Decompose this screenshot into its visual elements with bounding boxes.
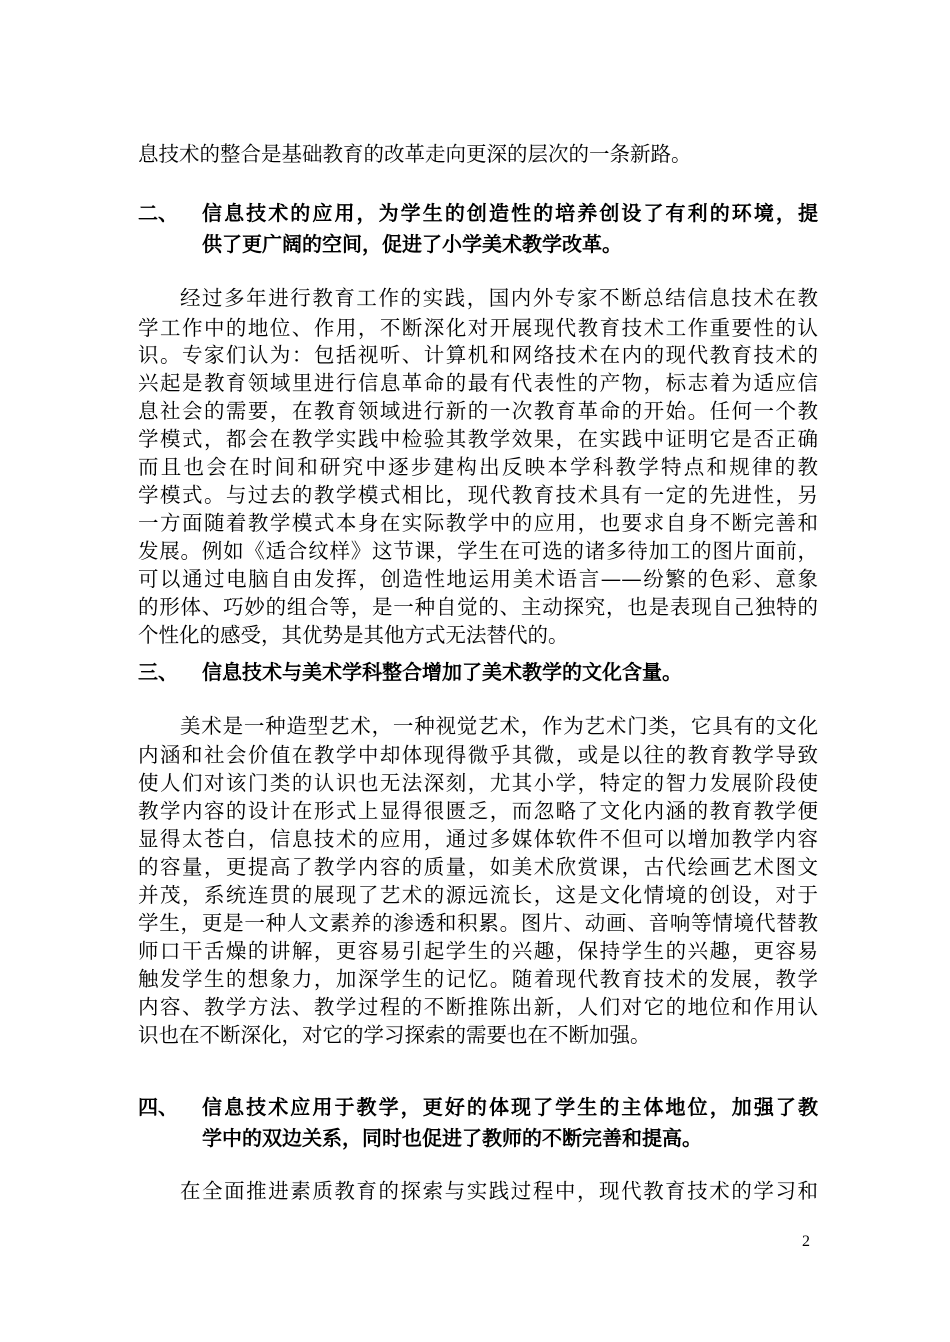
intro-line: 息技术的整合是基础教育的改革走向更深的层次的一条新路。 [138,142,692,166]
section-number: 二、 [138,201,178,225]
paragraph-line: 显得太苍白，信息技术的应用，通过多媒体软件不但可以增加教学内容 [138,827,818,851]
paragraph-line: 而且也会在时间和研究中逐步建构出反映本学科教学特点和规律的教 [138,455,818,479]
paragraph-line: 内涵和社会价值在教学中却体现得微乎其微，或是以往的教育教学导致 [138,743,818,767]
section-title-line: 信息技术的应用，为学生的创造性的培养创设了有利的环境，提 [202,201,818,225]
paragraph-line: 美术是一种造型艺术，一种视觉艺术，作为艺术门类，它具有的文化 [180,714,818,738]
paragraph-line: 识。专家们认为：包括视听、计算机和网络技术在内的现代教育技术的 [138,343,818,367]
section-title-line: 供了更广阔的空间，促进了小学美术教学改革。 [202,232,622,256]
section-title-line: 学中的双边关系，同时也促进了教师的不断完善和提高。 [202,1126,702,1150]
paragraph-line: 的容量，更提高了教学内容的质量，如美术欣赏课，古代绘画艺术图文 [138,855,818,879]
paragraph-line: 个性化的感受，其优势是其他方式无法替代的。 [138,623,569,647]
section-number: 三、 [138,660,178,684]
paragraph-line: 息社会的需要，在教育领域进行新的一次教育革命的开始。任何一个教 [138,399,818,423]
paragraph-line: 可以通过电脑自由发挥，创造性地运用美术语言——纷繁的色彩、意象 [138,567,818,591]
paragraph-line: 兴起是教育领域里进行信息革命的最有代表性的产物，标志着为适应信 [138,371,818,395]
paragraph-line: 教学内容的设计在形式上显得很匮乏，而忽略了文化内涵的教育教学便 [138,799,818,823]
paragraph-line: 师口干舌燥的讲解，更容易引起学生的兴趣，保持学生的兴趣，更容易 [138,939,818,963]
paragraph-line: 学模式，都会在教学实践中检验其教学效果，在实践中证明它是否正确 [138,427,818,451]
section-number: 四、 [138,1095,178,1119]
paragraph-line: 的形体、巧妙的组合等，是一种自觉的、主动探究，也是表现自己独特的 [138,595,818,619]
paragraph-line: 内容、教学方法、教学过程的不断推陈出新，人们对它的地位和作用认 [138,995,818,1019]
paragraph-line: 学工作中的地位、作用，不断深化对开展现代教育技术工作重要性的认 [138,316,818,340]
paragraph-line: 经过多年进行教育工作的实践，国内外专家不断总结信息技术在教 [180,286,818,310]
section-title-line: 信息技术与美术学科整合增加了美术教学的文化含量。 [202,660,682,684]
page-number: 2 [802,1233,810,1250]
paragraph-line: 识也在不断深化，对它的学习探索的需要也在不断加强。 [138,1023,651,1047]
paragraph-line: 并茂，系统连贯的展现了艺术的源远流长，这是文化情境的创设，对于 [138,883,818,907]
paragraph-line: 学模式。与过去的教学模式相比，现代教育技术具有一定的先进性，另 [138,483,818,507]
section-title-line: 信息技术应用于教学，更好的体现了学生的主体地位，加强了教 [202,1095,818,1119]
paragraph-line: 触发学生的想象力，加深学生的记忆。随着现代教育技术的发展，教学 [138,967,818,991]
paragraph-line: 一方面随着教学模式本身在实际教学中的应用，也要求自身不断完善和 [138,511,818,535]
paragraph-line: 在全面推进素质教育的探索与实践过程中，现代教育技术的学习和 [180,1179,818,1203]
paragraph-line: 发展。例如《适合纹样》这节课，学生在可选的诸多待加工的图片面前， [138,539,818,563]
paragraph-line: 学生，更是一种人文素养的渗透和积累。图片、动画、音响等情境代替教 [138,911,818,935]
paragraph-line: 使人们对该门类的认识也无法深刻，尤其小学，特定的智力发展阶段使 [138,771,818,795]
